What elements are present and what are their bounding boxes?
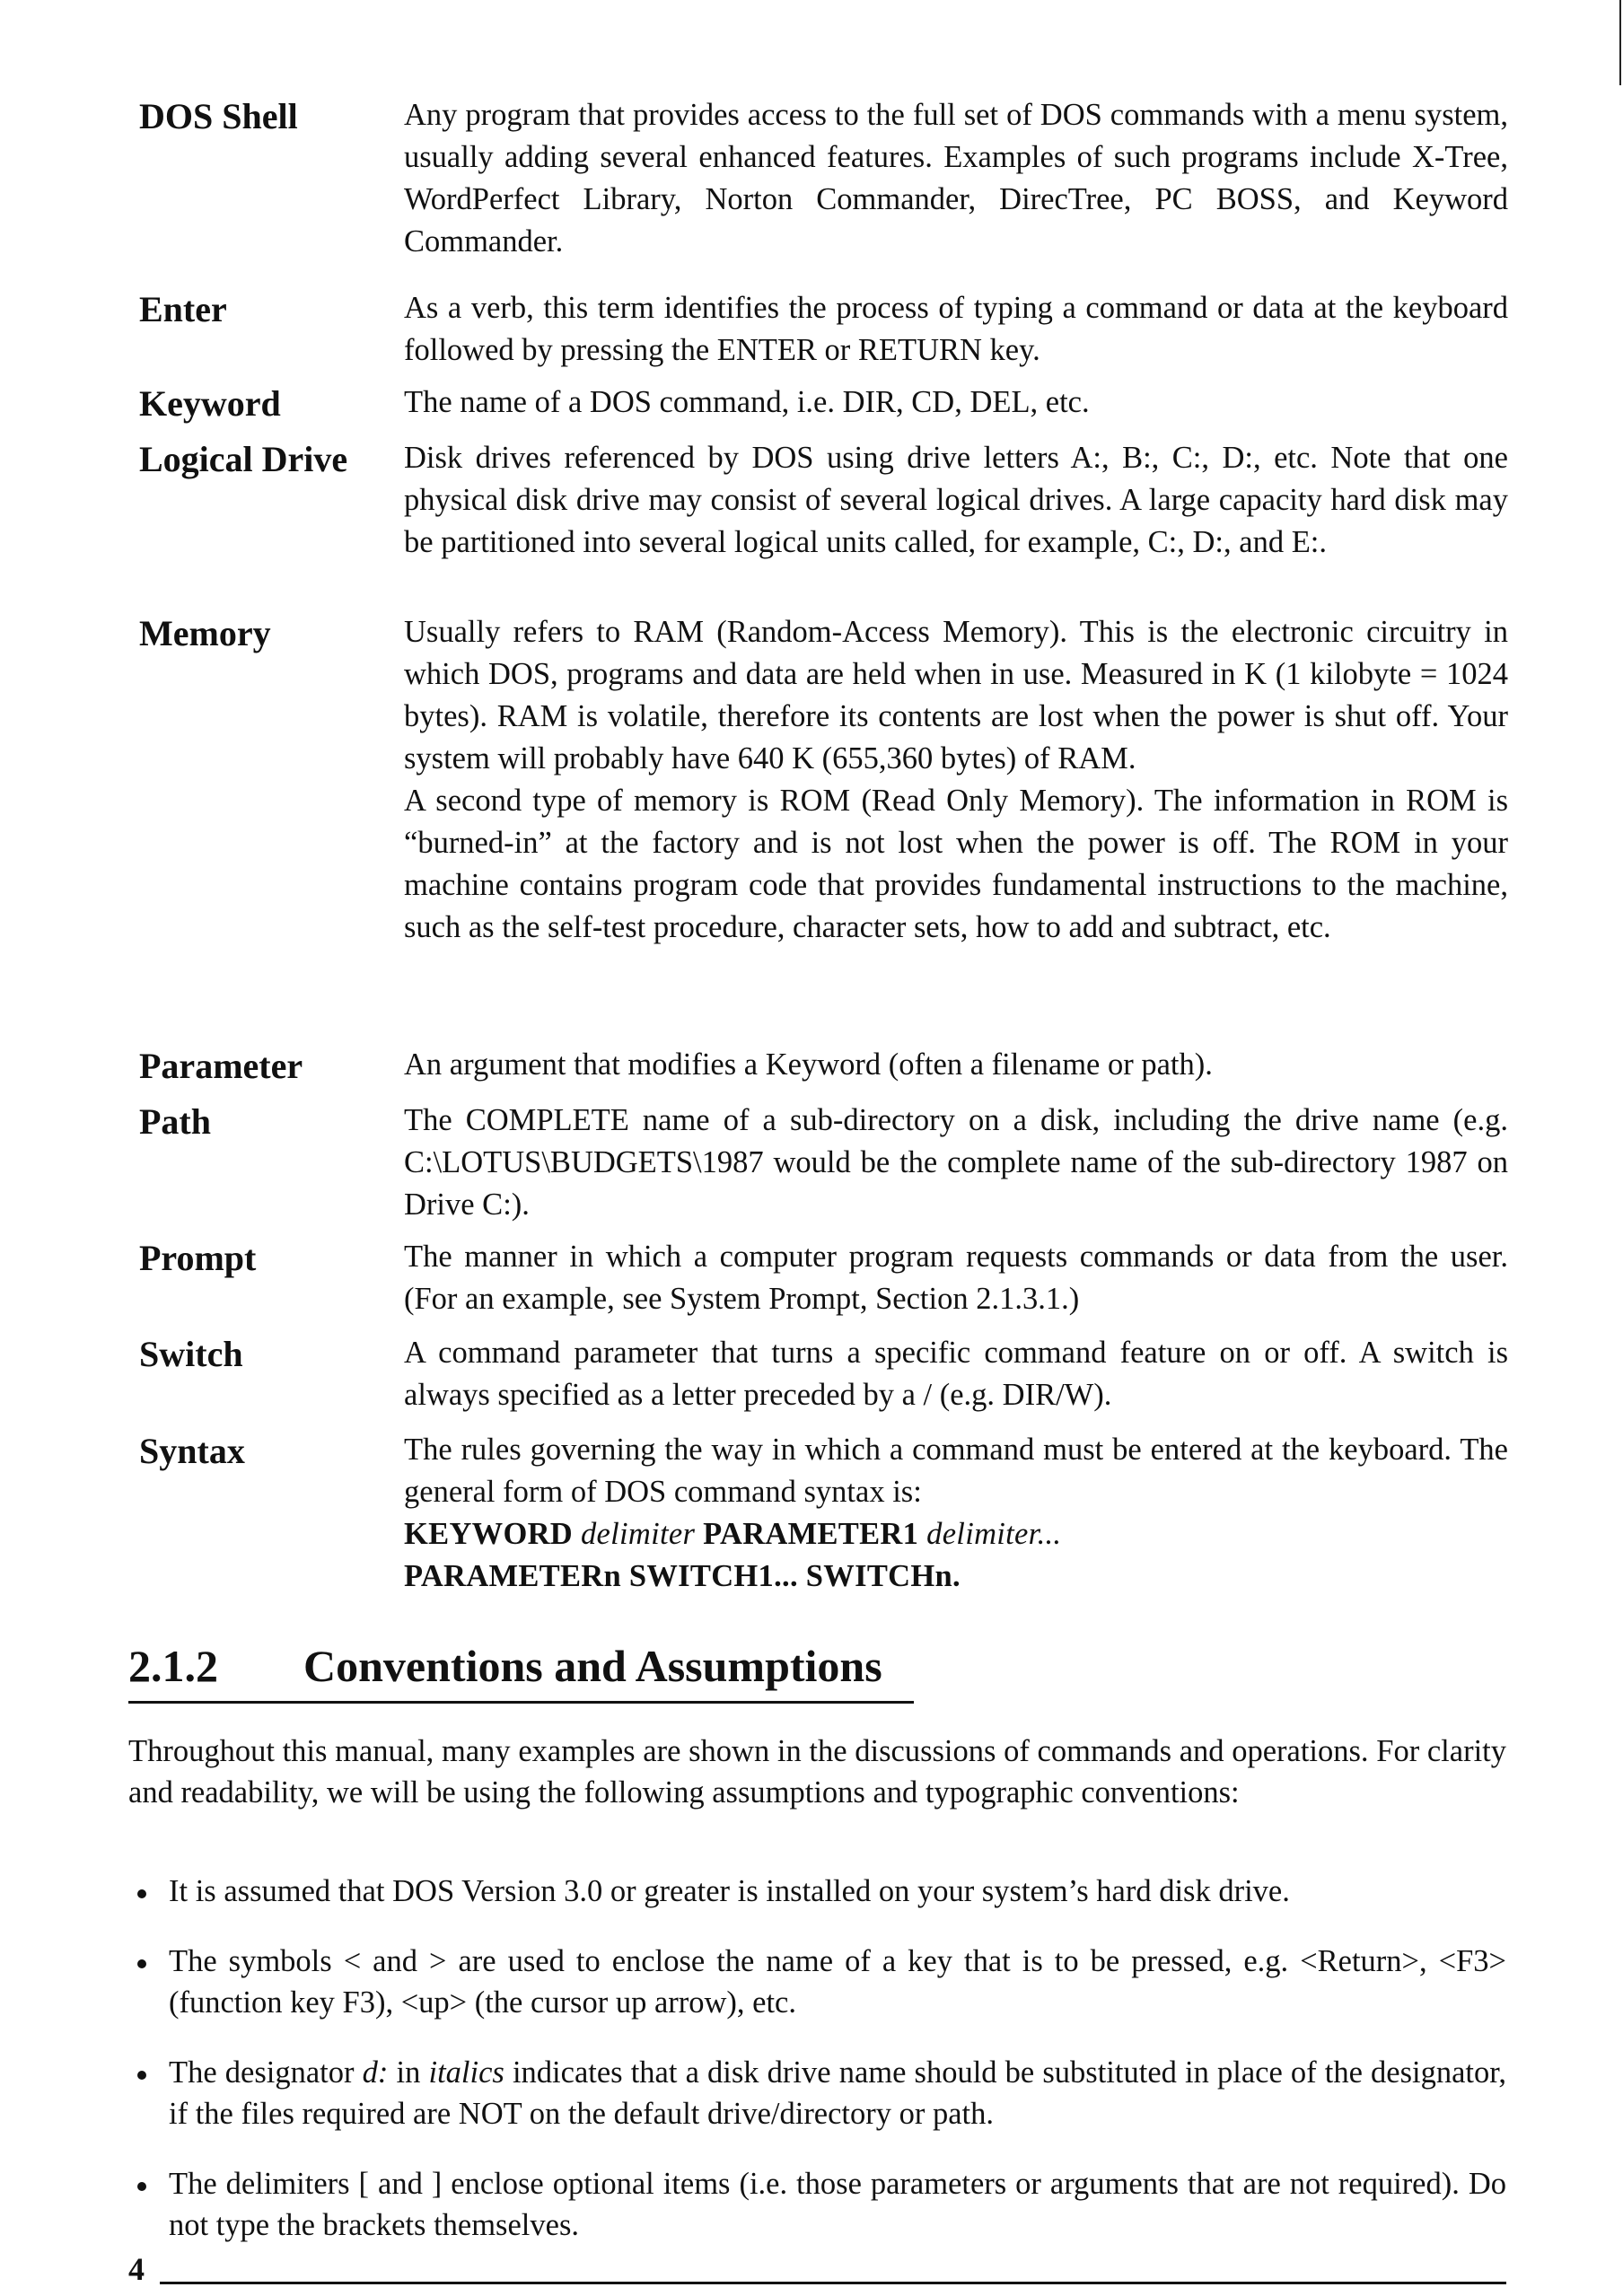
glossary-definition [404, 287, 1508, 372]
page-number: 4 [128, 2251, 145, 2287]
glossary-term: Parameter [139, 1046, 303, 1086]
bullet-icon [137, 1889, 146, 1898]
glossary-term: Prompt [139, 1238, 257, 1278]
list-item-text [169, 2055, 1506, 2131]
glossary-definition [404, 381, 1508, 424]
footer-rule [160, 2282, 1506, 2284]
definition-paragraph: As a verb, this term identifies the process of typing a command or data at the keyboard followed by pressing the ENTER or RETURN key. [404, 291, 1508, 367]
intro-paragraph: Throughout this manual, many examples are shown in the discussions of commands and operations. For clarity and readability, we will be using the following assumptions and typographic conventions: [128, 1734, 1506, 1810]
glossary-entry-dos-shell [139, 94, 1508, 287]
bullet-icon [137, 2182, 146, 2191]
syntax-delimiter-ellipsis: delimiter... [926, 1517, 1062, 1551]
glossary-definition [404, 1236, 1508, 1320]
glossary-term: DOS Shell [139, 96, 298, 136]
glossary-term: Keyword [139, 383, 281, 424]
glossary-definition [404, 437, 1508, 564]
page-footer [128, 2251, 1506, 2296]
syntax-form-line-1 [404, 1513, 1508, 1555]
list-item [128, 2163, 1506, 2246]
syntax-keyword: KEYWORD [404, 1517, 574, 1551]
glossary-definition [404, 1100, 1508, 1226]
glossary-term: Syntax [139, 1431, 245, 1471]
conventions-list [128, 1871, 1506, 2274]
glossary-term: Memory [139, 613, 271, 653]
section-number: 2.1.2 [128, 1641, 218, 1691]
list-item-text: The symbols < and > are used to enclose the name of a key that is to be pressed, e.g. <Return>, <F3> (function key F3), <up> (the cursor up arrow), etc. [169, 1944, 1506, 2020]
text-run: indicates that a disk drive name should be substituted in place of the designator, if the files required are NOT on the default drive/directory or path. [169, 2055, 1506, 2131]
definition-paragraph: Disk drives referenced by DOS using drive letters A:, B:, C:, D:, etc. Note that one physical disk drive may consist of several logical drives. A large capacity hard disk may be partitioned into several logical units called, for example, C:, D:, and E:. [404, 441, 1508, 559]
glossary-definition [404, 1429, 1508, 1598]
glossary-entry-prompt [139, 1236, 1508, 1332]
section-heading [128, 1636, 914, 1704]
definition-paragraph: An argument that modifies a Keyword (often a filename or path). [404, 1047, 1213, 1082]
list-item [128, 1871, 1506, 1912]
list-item-text: The delimiters [ and ] enclose optional items (i.e. those parameters or arguments that are not required). Do not type the brackets themselves. [169, 2167, 1506, 2242]
definition-paragraph: A second type of memory is ROM (Read Only Memory). The information in ROM is “burned-in” at the factory and is not lost when the power is off. The ROM in your machine contains program code that provides fundamental instructions to the machine, such as the self-test procedure, character sets, how to add and subtract, etc. [404, 784, 1508, 944]
text-run: The designator [169, 2055, 363, 2090]
italics-text: italics [428, 2055, 504, 2090]
glossary-entry-path [139, 1100, 1508, 1236]
glossary-definition [404, 1332, 1508, 1416]
glossary-term: Switch [139, 1334, 243, 1374]
glossary-list [139, 94, 1508, 1617]
glossary-definition [404, 1044, 1508, 1086]
glossary-entry-switch [139, 1332, 1508, 1429]
glossary-entry-memory [139, 611, 1508, 1044]
page-edge-line [1619, 0, 1621, 85]
definition-paragraph: The manner in which a computer program requests commands or data from the user. (For an example, see System Prompt, Section 2.1.3.1.) [404, 1240, 1508, 1316]
glossary-term: Path [139, 1101, 211, 1142]
glossary-entry-keyword [139, 381, 1508, 437]
definition-paragraph: The rules governing the way in which a command must be entered at the keyboard. The general form of DOS command syntax is: [404, 1433, 1508, 1509]
glossary-entry-enter [139, 287, 1508, 381]
syntax-parameter: PARAMETER1 [703, 1517, 919, 1551]
text-run: in [388, 2055, 429, 2090]
definition-paragraph: The COMPLETE name of a sub-directory on a disk, including the drive name (e.g. C:\LOTUS\BUDGETS\1987 would be the complete name of the sub-directory 1987 on Drive C:). [404, 1103, 1508, 1222]
syntax-form-line-2: PARAMETERn SWITCH1... SWITCHn. [404, 1559, 961, 1593]
bullet-icon [137, 1959, 146, 1968]
glossary-entry-parameter [139, 1044, 1508, 1100]
glossary-definition [404, 611, 1508, 949]
list-item [128, 1941, 1506, 2023]
glossary-term: Logical Drive [139, 439, 348, 479]
syntax-delimiter: delimiter [580, 1517, 696, 1551]
glossary-definition [404, 94, 1508, 263]
bullet-icon [137, 2071, 146, 2080]
glossary-term: Enter [139, 289, 227, 329]
definition-paragraph: A command parameter that turns a specific command feature on or off. A switch is always specified as a letter preceded by a / (e.g. DIR/W). [404, 1336, 1508, 1412]
designator-text: d: [362, 2055, 389, 2090]
definition-paragraph: Any program that provides access to the full set of DOS commands with a menu system, usually adding several enhanced features. Examples of such programs include X-Tree, WordPerfect Library, Norton Commander, DirecTree, PC BOSS, and Keyword Commander. [404, 98, 1508, 259]
glossary-entry-syntax [139, 1429, 1508, 1617]
section-title: Conventions and Assumptions [303, 1641, 882, 1691]
list-item-text: It is assumed that DOS Version 3.0 or greater is installed on your system’s hard disk drive. [169, 1874, 1290, 1908]
glossary-entry-logical-drive [139, 437, 1508, 611]
definition-paragraph: The name of a DOS command, i.e. DIR, CD, DEL, etc. [404, 385, 1090, 419]
list-item [128, 2052, 1506, 2134]
definition-paragraph: Usually refers to RAM (Random-Access Memory). This is the electronic circuitry in which DOS, programs and data are held when in use. Measured in K (1 kilobyte = 1024 bytes). RAM is volatile, therefore its contents are lost when the power is shut off. Your system will probably have 640 K (655,360 bytes) of RAM. [404, 615, 1508, 776]
